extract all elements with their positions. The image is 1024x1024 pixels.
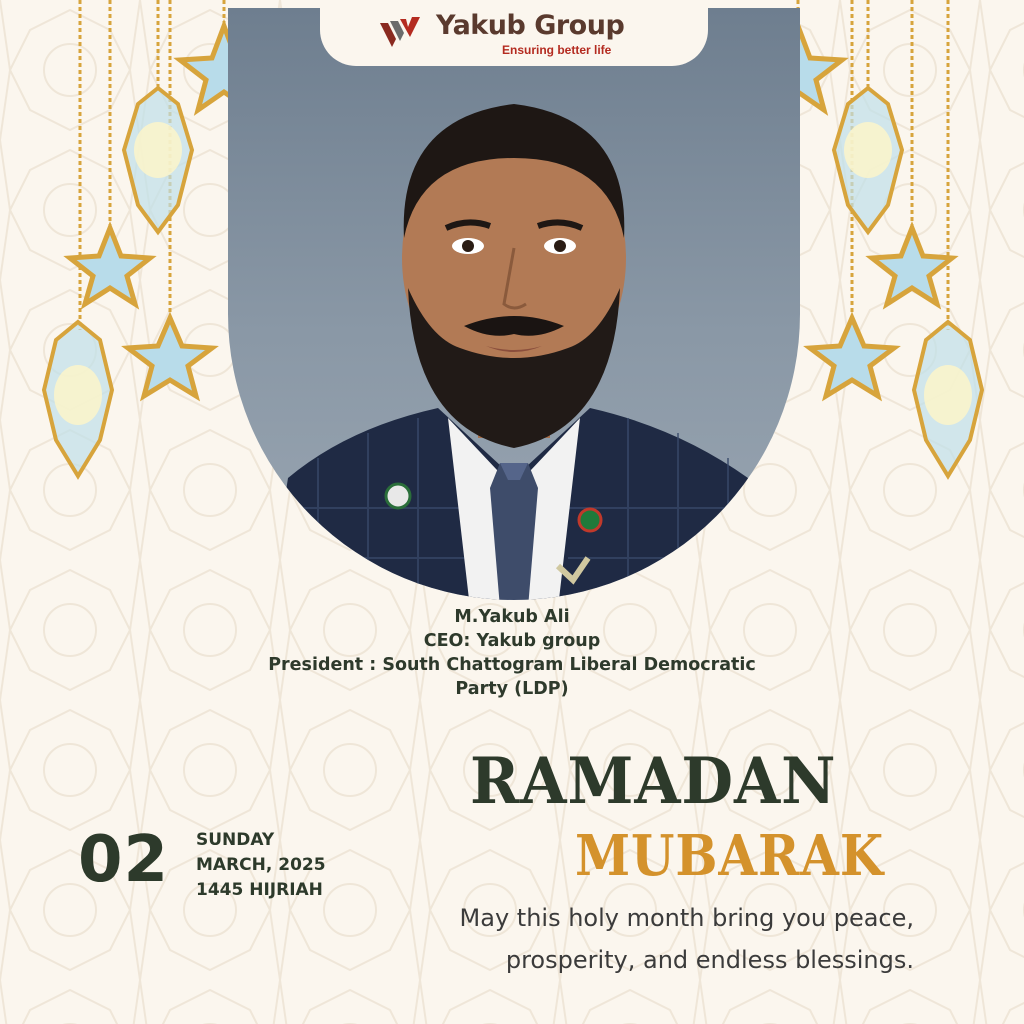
person-caption (230, 605, 794, 701)
hanging-star-icon (810, 318, 894, 396)
hanging-lantern-icon (124, 88, 192, 232)
hanging-star-icon (70, 228, 150, 304)
blessing-line-2: prosperity, and endless blessings. (505, 946, 914, 974)
date-details (196, 828, 326, 903)
right-lantern-decoration (784, 0, 1024, 500)
hanging-star-icon (128, 318, 212, 396)
hijri-year: 1445 HIJRIAH (196, 880, 323, 900)
hanging-lantern-icon (44, 322, 112, 476)
brand-tagline: Ensuring better life (502, 43, 612, 57)
hanging-lantern-icon (914, 322, 982, 476)
person-title: CEO: Yakub group (423, 631, 601, 651)
person-role-line-1: President : South Chattogram Liberal Democratic (268, 655, 756, 675)
person-role-line-2: Party (LDP) (455, 679, 569, 699)
person-name: M.Yakub Ali (454, 607, 570, 627)
portrait-frame (228, 8, 800, 600)
brand-name: Yakub Group (436, 10, 625, 41)
left-lantern-decoration (0, 0, 240, 500)
headline-mubarak: MUBARAK (575, 823, 885, 889)
hanging-star-icon (872, 228, 952, 304)
day-number: 02 (78, 823, 170, 897)
blessing-message (460, 897, 914, 981)
brand-header (320, 0, 708, 66)
month-year: MARCH, 2025 (196, 855, 326, 875)
weekday: SUNDAY (196, 830, 275, 850)
headline-ramadan: RAMADAN (470, 744, 837, 819)
yakub-group-logo-icon (376, 9, 424, 57)
portrait-photo (228, 8, 800, 600)
blessing-line-1: May this holy month bring you peace, (459, 904, 914, 932)
hanging-lantern-icon (834, 88, 902, 232)
